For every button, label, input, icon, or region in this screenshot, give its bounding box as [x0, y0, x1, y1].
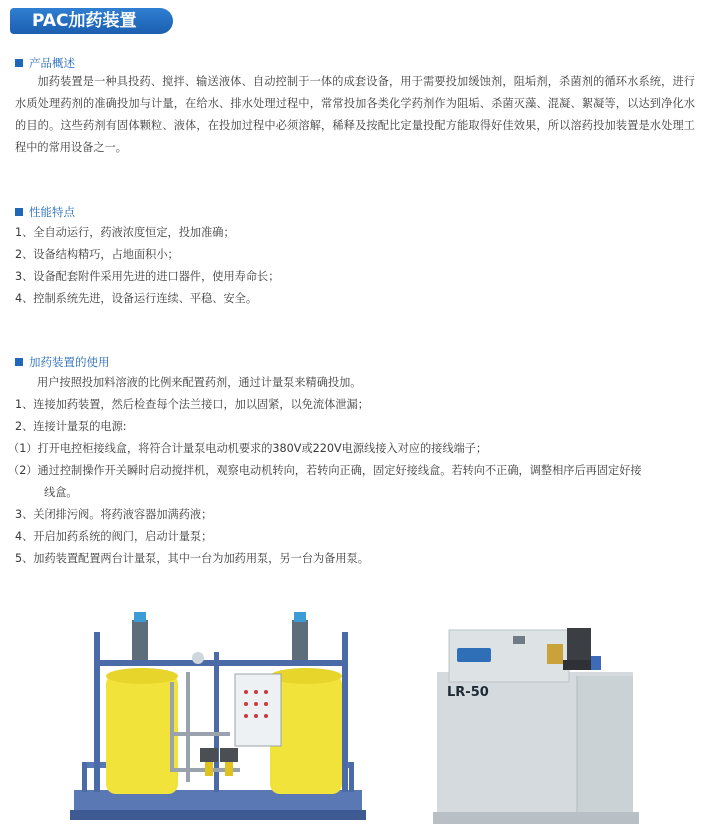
usage-substep-continued: 线盒。	[44, 486, 78, 499]
feature-item: 2、设备结构精巧，占地面积小；	[15, 248, 179, 261]
section-heading-usage	[15, 354, 110, 370]
usage-step: 4、开启加药系统的阀门，启动计量泵；	[15, 530, 213, 543]
feature-item: 4、控制系统先进，设备运行连续、平稳、安全。	[15, 292, 258, 305]
usage-step: 1、连接加药装置，然后检查每个法兰接口，加以固紧，以免流体泄漏；	[15, 398, 369, 411]
bullet-square-icon	[15, 358, 23, 366]
usage-step: 3、关闭排污阀。将药液容器加满药液；	[15, 508, 213, 521]
metering-pump	[220, 748, 238, 762]
metering-pump	[200, 748, 218, 762]
features-heading: 性能特点	[29, 205, 75, 219]
bullet-square-icon	[15, 208, 23, 216]
section-heading-overview	[15, 55, 75, 71]
usage-intro: 用户按照投加料溶液的比例来配置药剂，通过计量泵来精确投加。	[37, 376, 362, 389]
overview-paragraph: 加药装置是一种具投药、搅拌、输送液体、自动控制于一体的成套设备，用于需要投加缓蚀剂，阻垢剂，杀菌剂的循环水系统，进行水质处理药剂的准确投加与计量，在给水、排水处理过程中，常常投加各类化学药剂作为阻垢、杀菌灭藻、混凝、絮凝等，以达到净化水的目的。这些药剂有固体颗粒、液体，在投加过程中必须溶解，稀释及按配比定量投配方能取得好佳效果，所以溶药投加装置是水处理工程中的常用设备之一。	[15, 75, 695, 154]
usage-step: 5、加药装置配置两台计量泵，其中一台为加药用泵，另一台为备用泵。	[15, 552, 369, 565]
control-box	[235, 674, 281, 746]
left-tank	[106, 674, 178, 794]
frame-top-beam	[94, 660, 348, 666]
usage-substep: （1）打开电控柜接线盒，将符合计量泵电动机要求的380V或220V电源线接入对应的接线端子；	[8, 442, 488, 455]
section-heading-features	[15, 204, 75, 220]
brand-logo	[457, 648, 491, 662]
lr50-unit-photo	[427, 616, 655, 828]
overview-heading: 产品概述	[29, 56, 75, 70]
feature-item: 1、全自动运行，药液浓度恒定，投加准确；	[15, 226, 235, 239]
bullet-square-icon	[15, 59, 23, 67]
page-title: PAC加药装置	[10, 8, 173, 34]
usage-heading: 加药装置的使用	[29, 355, 110, 369]
right-mixer-motor	[292, 620, 308, 660]
usage-step: 2、连接计量泵的电源:	[15, 420, 127, 433]
model-label: LR-50	[447, 685, 489, 700]
dosing-skid-photo	[70, 612, 370, 830]
left-mixer-motor	[132, 620, 148, 660]
usage-substep: （2）通过控制操作开关瞬时启动搅拌机，观察电动机转向，若转向正确，固定好接线盒。若转向不正确，调整相序后再固定好接	[8, 464, 642, 477]
feature-item: 3、设备配套附件采用先进的进口器件，使用寿命长；	[15, 270, 280, 283]
